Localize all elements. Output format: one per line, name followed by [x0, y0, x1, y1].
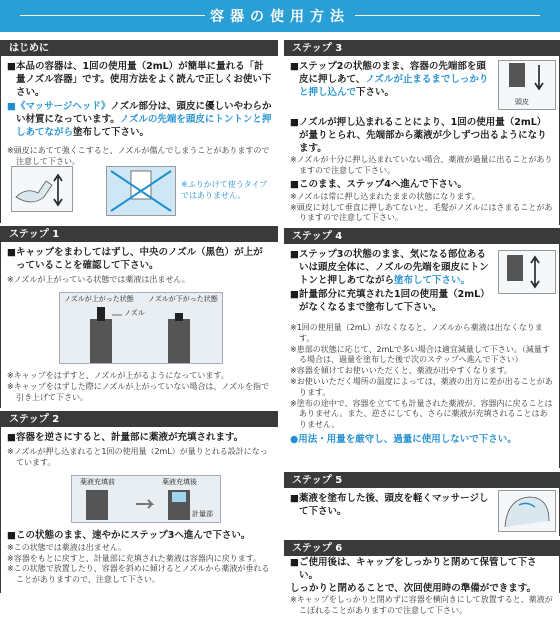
intro-para-2d: 塗布して下さい。	[73, 127, 150, 139]
section-step-6	[284, 540, 560, 616]
step4-figure	[498, 250, 556, 294]
step2-figure-meter: 計量部	[192, 510, 213, 518]
step4-note-3: ※お使いいただく場所の温度によっては、薬液の出方に差が出ることがあります。	[290, 376, 553, 397]
section-heading: ステップ 5	[284, 472, 559, 488]
section-heading: ステップ 1	[1, 226, 278, 242]
section-heading: ステップ 6	[284, 540, 559, 556]
intro-para-1: ■本品の容器は、1回の使用量（2mL）が簡単に量れる「計量ノズル容器」です。使用方法をよく読んで正しくお使い下さい。	[7, 61, 272, 98]
step3-figure	[498, 60, 556, 110]
step1-note-1: ※キャップをはずすと、ノズルが上がるようになっています。	[7, 371, 229, 380]
section-step-3	[284, 40, 560, 225]
step3-figure-label: 頭皮	[515, 98, 529, 106]
step1-figure-nozzle: ノズル	[124, 309, 145, 317]
step2-blue-note: ※この状態では薬液は出ません。	[7, 542, 127, 552]
step3-blue-note: ※ノズルが十分に押し込まれていない場合、薬液が過量に出ることがありますので注意して下さい。	[290, 155, 553, 176]
intro-figure-sprinkle	[106, 166, 176, 216]
section-step-2	[0, 411, 278, 593]
intro-para-2	[7, 101, 272, 139]
intro-note-1: ※頭皮にあてて強くこすると、ノズルが傷んでしまうことがありますので注意して下さい。	[7, 145, 270, 166]
step1-blue-note: ※ノズルが上がっている状態では薬液は出ません。	[7, 274, 190, 284]
step3-para-1a: ■ステップ2の状態のまま、容器の先端部を頭皮に押しあて、	[290, 61, 486, 85]
step5-para-1: ■薬液を塗布した後、頭皮を軽くマッサージして下さい。	[290, 493, 489, 517]
intro-figure-caption: ※ふりかけて使うタイプではありません。	[181, 180, 268, 200]
step1-figure	[59, 292, 223, 364]
step3-para-1c: 下さい。	[356, 86, 395, 98]
step1-para-1: ■キャップをまわしてはずし、中央のノズル（黒色）が上がっていることを確認して下さい。	[7, 247, 263, 271]
step4-warning: ●用法・用量を厳守し、過量に使用しないで下さい。	[290, 433, 517, 445]
step4-para-1b: 塗布して下さい。	[394, 274, 471, 286]
step4-para-2: ■計量部分に充填された1回の使用量（2mL）がなくなるまで塗布して下さい。	[290, 289, 490, 314]
page-title: 容器の使用方法	[210, 9, 350, 25]
section-step-5	[284, 472, 560, 536]
step1-figure-label-down: ノズルが下がった状態	[148, 295, 218, 303]
step3-para-1b: ノズルが止まるまでしっかりと押し込んで	[299, 73, 489, 98]
header-rule-right	[355, 15, 540, 16]
step2-note-2: ※容器をもとに戻すと、計量部に充填された薬液は容器内に戻ります。	[7, 553, 262, 563]
step3-para-3: ■このまま、ステップ4へ進んで下さい。	[290, 179, 467, 191]
step6-para-1b: しっかりと閉めることで、次回使用時の準備ができます。	[290, 582, 537, 594]
section-heading: ステップ 4	[284, 228, 559, 244]
step4-para-1	[290, 249, 495, 287]
step3-note-2: ※頭皮に対して垂直に押しあてないと、毛髪がノズルにはさまることがありますので注意して下さい。	[290, 202, 553, 223]
step6-para-1a: ■ご使用後は、キャップをしっかりと閉めて保管して下さい。	[290, 557, 537, 581]
step2-para-2: ■この状態のまま、速やかにステップ3へ進んで下さい。	[7, 530, 251, 541]
step2-note-1: ※ノズルが押し込まれると1回の使用量（2mL）が量りとれる設計になっています。	[7, 446, 268, 467]
step6-blue-note: ※キャップをしっかりと閉めずに容器を横向きにして放置すると、薬液がこぼれることがありますので注意して下さい。	[290, 595, 553, 616]
step4-note-1: ※患部の状態に応じて、2mLで多い場合は適宜減量して下さい。（減量する場合は、過量を塗布した後で次のステップへ進んで下さい）	[290, 344, 550, 365]
step2-figure	[71, 475, 221, 523]
section-step-4	[284, 228, 560, 468]
step2-figure-before: 薬液充填前	[80, 478, 115, 486]
step5-figure	[498, 490, 556, 532]
step3-para-1	[290, 61, 495, 99]
step2-figure-after: 薬液充填後	[162, 478, 197, 486]
step4-blue-note: ※1回の使用量（2mL）がなくなると、ノズルから薬液は出なくなります。	[290, 323, 543, 343]
intro-para-2b: ノズル部分は、頭皮に優しいやわらかい材質になっています。	[16, 101, 272, 126]
intro-figure-head	[11, 166, 73, 212]
step1-figure-label-up: ノズルが上がった状態	[64, 295, 134, 303]
step2-note-3: ※この状態で放置したり、容器を斜めに傾けるとノズルから薬液が垂れることがありますので、注意して下さい。	[7, 564, 270, 585]
step3-note-1: ※ノズルは常に押し込まれたままの状態になります。	[290, 191, 480, 201]
step1-note-2: ※キャップをはずした際にノズルが上がっていない場合は、ノズルを指で引き上げて下さい。	[7, 381, 270, 402]
step4-note-2: ※容器を傾けてお使いいただくと、薬液が出やすくなります。	[290, 366, 513, 376]
section-intro	[0, 40, 278, 223]
section-step-1	[0, 226, 278, 408]
step4-para-1a: ■ステップ3の状態のまま、気になる部位あるいは頭皮全体に、ノズルの先端を頭皮にトントンと押しあてながら	[290, 249, 489, 286]
step4-note-4: ※塗布の途中で、容器を立てても計量された薬液が、容器内に戻ることはありません。また、逆さにしても、さらに薬液が充填されることはありません。	[290, 398, 553, 430]
intro-para-2c: ノズルの先端を頭皮にトントンと押しあてながら	[16, 114, 272, 139]
step2-para-1: ■容器を逆さにすると、計量部に薬液が充填されます。	[7, 432, 244, 443]
section-heading: ステップ 3	[284, 40, 559, 56]
intro-massage-head: ■《マッサージヘッド》	[7, 101, 111, 113]
section-heading: ステップ 2	[1, 411, 278, 427]
section-heading: はじめに	[1, 40, 278, 56]
page-header	[0, 0, 560, 32]
step3-para-2: ■ノズルが押し込まれることにより、1回の使用量（2mL）が量りとられ、先端部から薬液が少しずつ出るようになります。	[290, 117, 547, 154]
